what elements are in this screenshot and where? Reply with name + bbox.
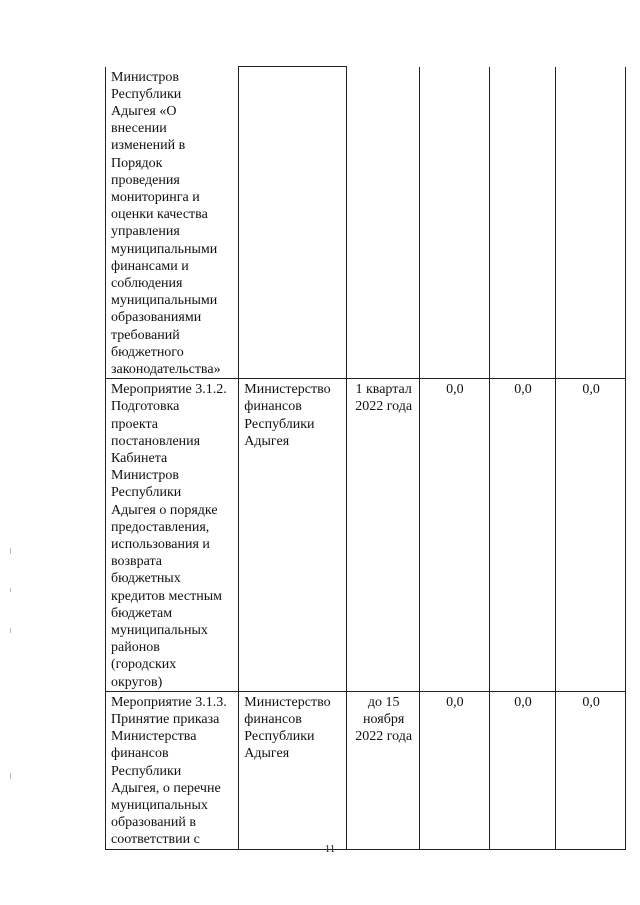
event-cell (106, 379, 239, 692)
event-cell (106, 691, 239, 849)
value-text-1: 0,0 (446, 382, 464, 398)
executor-cell (239, 691, 347, 849)
table-row (106, 67, 626, 379)
measures-table (105, 66, 626, 850)
value-cell-2 (489, 691, 556, 849)
executor-cell (239, 379, 347, 692)
value-text-1: 0,0 (446, 694, 464, 710)
event-text: Министров Республики Адыгея «О внесении изменений в Порядок проведения мониторинга и оценки качества управления муниципальными финансами и соблюдения муниципальными образованиями требований бюджетного законодательства» (111, 69, 221, 377)
term-cell (347, 379, 420, 692)
term-cell (347, 691, 420, 849)
value-text-2: 0,0 (514, 694, 532, 710)
table-row (106, 379, 626, 692)
value-text-3: 0,0 (582, 382, 600, 398)
table-row (106, 691, 626, 849)
event-text: Мероприятие 3.1.2. Подготовка проекта постановления Кабинета Министров Республики Адыгея о порядке предоставления, использования и возврата бюджетных кредитов местным бюджетам муниципальных районов (городских округов) (111, 382, 227, 690)
value-cell-1 (420, 67, 490, 379)
scan-mark (10, 773, 11, 779)
event-cell (106, 67, 239, 379)
executor-cell (239, 67, 347, 379)
term-text: 1 квартал 2022 года (355, 382, 413, 415)
value-cell-3 (556, 379, 626, 692)
page-number: 11 (324, 843, 336, 855)
executor-text: Министерство финансов Республики Адыгея (244, 694, 331, 762)
value-cell-2 (489, 67, 556, 379)
term-cell (347, 67, 420, 379)
executor-text: Министерство финансов Республики Адыгея (244, 382, 331, 449)
value-text-2: 0,0 (514, 382, 532, 398)
value-text-3: 0,0 (582, 694, 600, 710)
scan-mark (10, 548, 11, 554)
value-cell-1 (420, 379, 490, 692)
value-cell-3 (556, 67, 626, 379)
value-cell-3 (556, 691, 626, 849)
scan-mark (10, 628, 11, 633)
event-text: Мероприятие 3.1.3. Принятие приказа Министерства финансов Республики Адыгея, о перечне муниципальных образований в соответствии с (111, 694, 227, 848)
value-cell-1 (420, 691, 490, 849)
scan-mark (10, 588, 11, 592)
value-cell-2 (489, 379, 556, 692)
term-text: до 15 ноября 2022 года (355, 694, 413, 745)
